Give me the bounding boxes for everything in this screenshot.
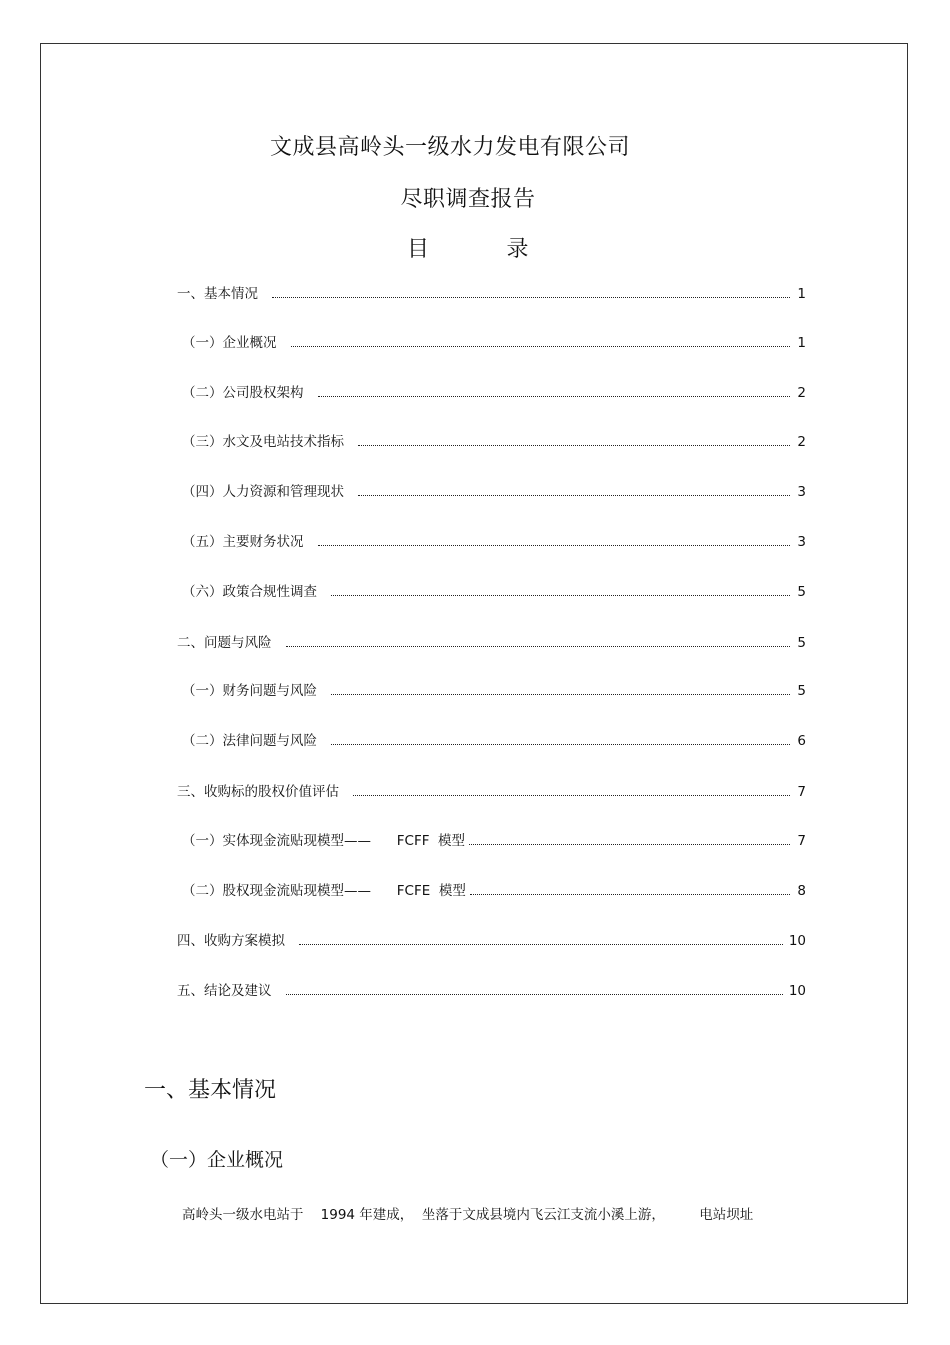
toc-entry[interactable]: [177, 782, 806, 802]
toc-heading-char-2: 录: [506, 237, 530, 262]
toc-dot-leader: [331, 595, 790, 596]
toc-entry-label: （二）股权现金流贴现模型—— FCFE 模型: [182, 883, 466, 899]
toc-entry-label: （一）企业概况: [182, 335, 277, 351]
toc-entry-label: （一）财务问题与风险: [182, 683, 317, 699]
toc-entry-page: 2: [797, 434, 806, 450]
toc-entry-page: 7: [797, 833, 806, 849]
body-paragraph: 高岭头一级水电站于 1994 年建成， 坐落于文成县境内飞云江支流小溪上游， 电站坝址: [182, 1207, 754, 1223]
toc-dot-leader: [469, 844, 790, 845]
toc-entry-label: （三）水文及电站技术指标: [182, 434, 344, 450]
toc-dot-leader: [286, 646, 791, 647]
toc-entry[interactable]: [182, 482, 806, 502]
toc-entry-page: 10: [788, 983, 806, 999]
toc-entry[interactable]: [182, 582, 806, 602]
toc-dot-leader: [291, 346, 791, 347]
toc-entry[interactable]: [182, 681, 806, 701]
toc-dot-leader: [331, 694, 790, 695]
toc-entry-page: 3: [797, 534, 806, 550]
toc-entry-page: 3: [797, 484, 806, 500]
toc-entry[interactable]: [182, 383, 806, 403]
toc-dot-leader: [318, 545, 791, 546]
toc-entry-page: 1: [797, 286, 806, 302]
toc-entry[interactable]: [182, 831, 806, 851]
toc-entry-page: 5: [797, 584, 806, 600]
toc-entry-page: 10: [788, 933, 806, 949]
toc-heading-char-1: 目: [406, 237, 430, 262]
toc-entry-label: 三、收购标的股权价值评估: [177, 784, 339, 800]
toc-entry[interactable]: [182, 881, 806, 901]
toc-dot-leader: [299, 944, 783, 945]
toc-entry-label: 一、基本情况: [177, 286, 258, 302]
toc-dot-leader: [358, 445, 790, 446]
toc-dot-leader: [286, 994, 783, 995]
section-subheading: （一）企业概况: [150, 1149, 284, 1171]
toc-entry-label: （一）实体现金流贴现模型—— FCFF 模型: [182, 833, 466, 849]
toc-entry-label: （六）政策合规性调查: [182, 584, 317, 600]
toc-entry-page: 6: [797, 733, 806, 749]
toc-entry[interactable]: [182, 333, 806, 353]
toc-entry-page: 5: [797, 635, 806, 651]
toc-dot-leader: [470, 894, 790, 895]
toc-entry[interactable]: [177, 931, 806, 951]
toc-entry-page: 5: [797, 683, 806, 699]
toc-entry[interactable]: [177, 284, 806, 304]
section-heading: 一、基本情况: [144, 1078, 277, 1103]
toc-dot-leader: [331, 744, 790, 745]
toc-entry-label: 二、问题与风险: [177, 635, 272, 651]
toc-entry[interactable]: [182, 432, 806, 452]
toc-entry-label: （五）主要财务状况: [182, 534, 304, 550]
toc-dot-leader: [318, 396, 791, 397]
toc-heading: [0, 232, 936, 263]
document-title: 文成县高岭头一级水力发电有限公司: [270, 135, 631, 160]
toc-entry[interactable]: [182, 532, 806, 552]
toc-entry-page: 2: [797, 385, 806, 401]
toc-entry-label: （二）法律问题与风险: [182, 733, 317, 749]
toc-entry-page: 7: [797, 784, 806, 800]
toc-entry-label: （四）人力资源和管理现状: [182, 484, 344, 500]
toc-entry-label: 五、结论及建议: [177, 983, 272, 999]
toc-dot-leader: [353, 795, 790, 796]
toc-dot-leader: [358, 495, 790, 496]
document-subtitle: 尽职调查报告: [400, 187, 536, 212]
toc-entry[interactable]: [177, 633, 806, 653]
toc-entry-page: 1: [797, 335, 806, 351]
toc-entry-label: 四、收购方案模拟: [177, 933, 285, 949]
toc-entry-label: （二）公司股权架构: [182, 385, 304, 401]
toc-entry[interactable]: [177, 981, 806, 1001]
toc-entry[interactable]: [182, 731, 806, 751]
toc-dot-leader: [272, 297, 790, 298]
toc-entry-page: 8: [797, 883, 806, 899]
